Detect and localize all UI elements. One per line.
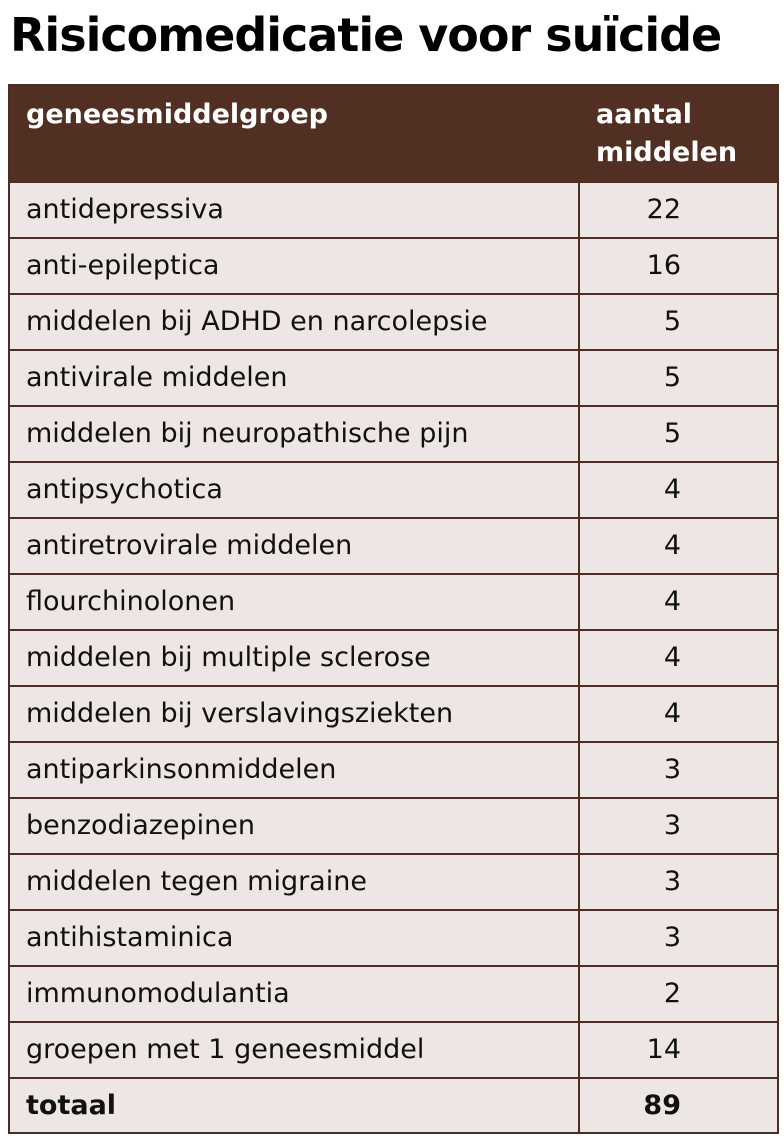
row-count: 2 [579, 966, 777, 1022]
row-count: 4 [579, 518, 777, 574]
table-total-row [10, 1078, 777, 1132]
row-group: benzodiazepinen [10, 798, 579, 854]
row-group: antiretrovirale middelen [10, 518, 579, 574]
row-count: 14 [579, 1022, 777, 1078]
table-row [10, 518, 777, 574]
row-count: 3 [579, 798, 777, 854]
row-count: 4 [579, 630, 777, 686]
row-group: middelen bij ADHD en narcolepsie [10, 294, 579, 350]
table-row [10, 462, 777, 518]
row-count: 3 [579, 742, 777, 798]
row-group: anti-epileptica [10, 238, 579, 294]
total-count: 89 [579, 1078, 777, 1132]
row-group: immunomodulantia [10, 966, 579, 1022]
row-group: middelen bij verslavingsziekten [10, 686, 579, 742]
table-row [10, 742, 777, 798]
row-count: 22 [579, 182, 777, 238]
row-group: antiparkinsonmiddelen [10, 742, 579, 798]
medication-table [8, 84, 779, 1134]
table-row [10, 350, 777, 406]
row-group: groepen met 1 geneesmiddel [10, 1022, 579, 1078]
row-count: 4 [579, 574, 777, 630]
table-row [10, 686, 777, 742]
header-group: geneesmiddelgroep [10, 86, 579, 182]
row-group: antivirale middelen [10, 350, 579, 406]
table-row [10, 238, 777, 294]
row-count: 5 [579, 294, 777, 350]
table [10, 86, 778, 1132]
row-group: middelen bij neuropathische pijn [10, 406, 579, 462]
table-row [10, 1022, 777, 1078]
table-row [10, 798, 777, 854]
row-count: 16 [579, 238, 777, 294]
header-count-line2: middelen [596, 137, 738, 168]
row-group: flourchinolonen [10, 574, 579, 630]
row-count: 5 [579, 350, 777, 406]
table-row [10, 294, 777, 350]
row-group: antihistaminica [10, 910, 579, 966]
row-group: antipsychotica [10, 462, 579, 518]
row-count: 3 [579, 854, 777, 910]
table-row [10, 910, 777, 966]
row-group: middelen bij multiple sclerose [10, 630, 579, 686]
table-row [10, 630, 777, 686]
table-header-row [10, 86, 777, 182]
row-count: 5 [579, 406, 777, 462]
table-row [10, 854, 777, 910]
page-title: Risicomedicatie voor suïcide [10, 8, 722, 62]
row-count: 4 [579, 462, 777, 518]
total-label: totaal [10, 1078, 579, 1132]
header-count [579, 86, 777, 182]
row-count: 3 [579, 910, 777, 966]
table-row [10, 574, 777, 630]
row-group: antidepressiva [10, 182, 579, 238]
row-count: 4 [579, 686, 777, 742]
table-row [10, 406, 777, 462]
table-row [10, 182, 777, 238]
header-count-line1: aantal [596, 99, 693, 130]
table-row [10, 966, 777, 1022]
row-group: middelen tegen migraine [10, 854, 579, 910]
